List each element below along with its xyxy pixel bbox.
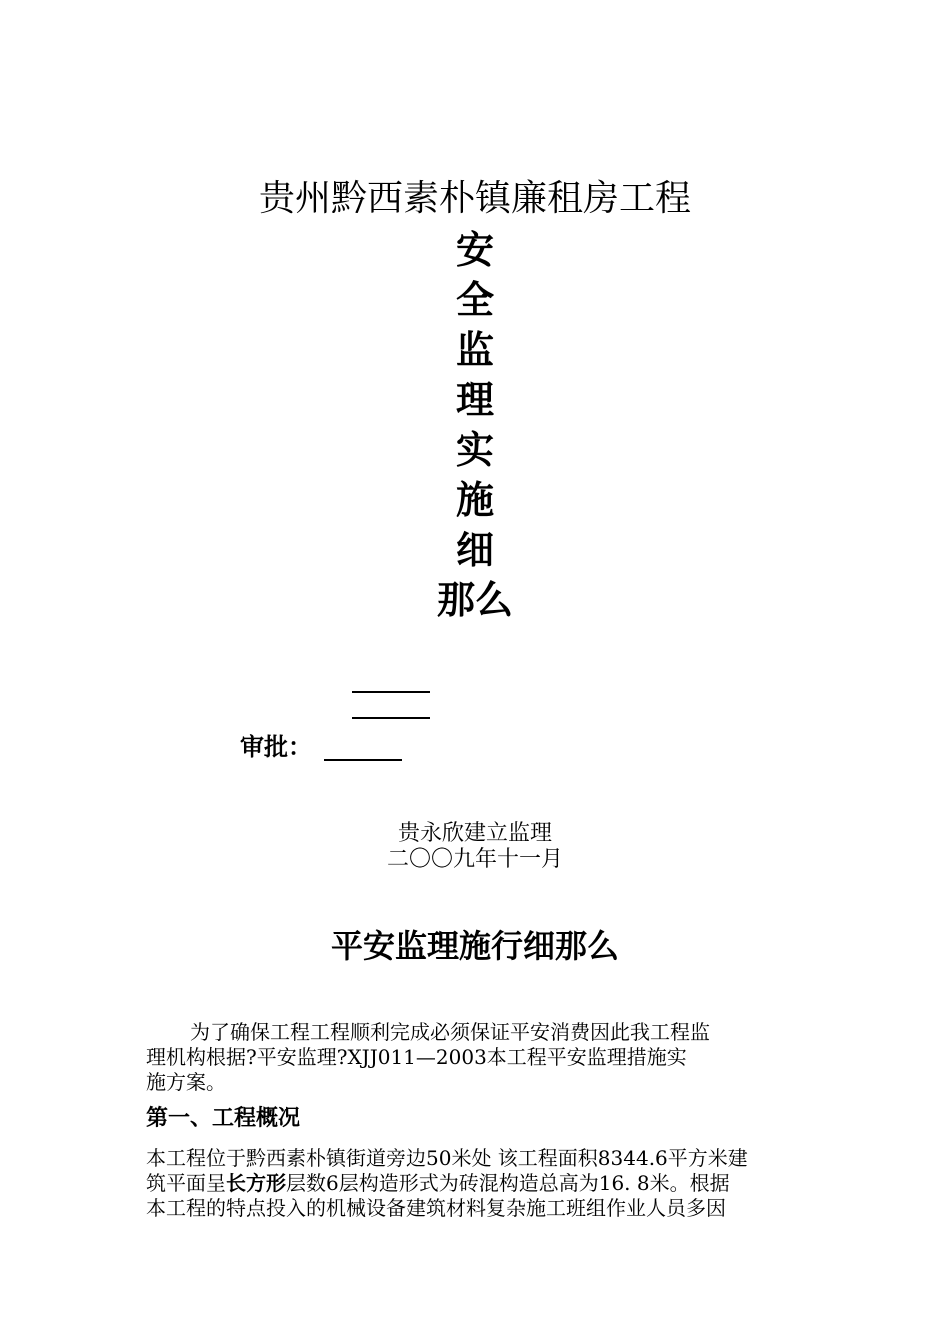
heading-project-overview: 第一、工程概况 (146, 1106, 301, 1131)
intro-line: 为了确保工程工程顺利完成必须保证平安消费因此我工程监 (190, 1020, 710, 1044)
vertical-title-char: 实 (455, 428, 494, 472)
vertical-title-char: 细 (455, 528, 494, 572)
issue-date: 二〇〇九年十一月 (386, 847, 563, 872)
approval-blank-line (324, 759, 402, 761)
overview-bold-text: 长方形 (226, 1171, 286, 1195)
overview-line (146, 1171, 730, 1196)
overview-text: 层数6层构造形式为砖混构造总高为16. 8米。根据 (286, 1171, 730, 1195)
section-title: 平安监理施行细那么 (330, 927, 619, 965)
overview-line: 本工程位于黔西素朴镇街道旁边50米处 该工程面积8344.6平方米建 (146, 1146, 748, 1170)
vertical-title-char: 全 (455, 278, 494, 322)
vertical-title-char: 那么 (436, 578, 513, 622)
intro-line: 施方案。 (146, 1070, 226, 1094)
intro-line: 理机构根据?平安监理?XJJ011—2003本工程平安监理措施实 (146, 1045, 687, 1069)
approval-label: 审批： (240, 733, 312, 761)
vertical-title-char: 理 (455, 378, 494, 422)
vertical-title-char: 施 (455, 478, 494, 522)
overview-line: 本工程的特点投入的机械设备建筑材料复杂施工班组作业人员多因 (146, 1196, 726, 1220)
project-title: 贵州黔西素朴镇廉租房工程 (258, 178, 691, 219)
overview-text: 筑平面呈 (146, 1171, 226, 1195)
vertical-title-char: 监 (455, 328, 494, 372)
signature-blank-line (352, 717, 430, 719)
vertical-title-char: 安 (455, 228, 494, 272)
signature-blank-line (352, 691, 430, 693)
company-name: 贵永欣建立监理 (397, 821, 552, 846)
